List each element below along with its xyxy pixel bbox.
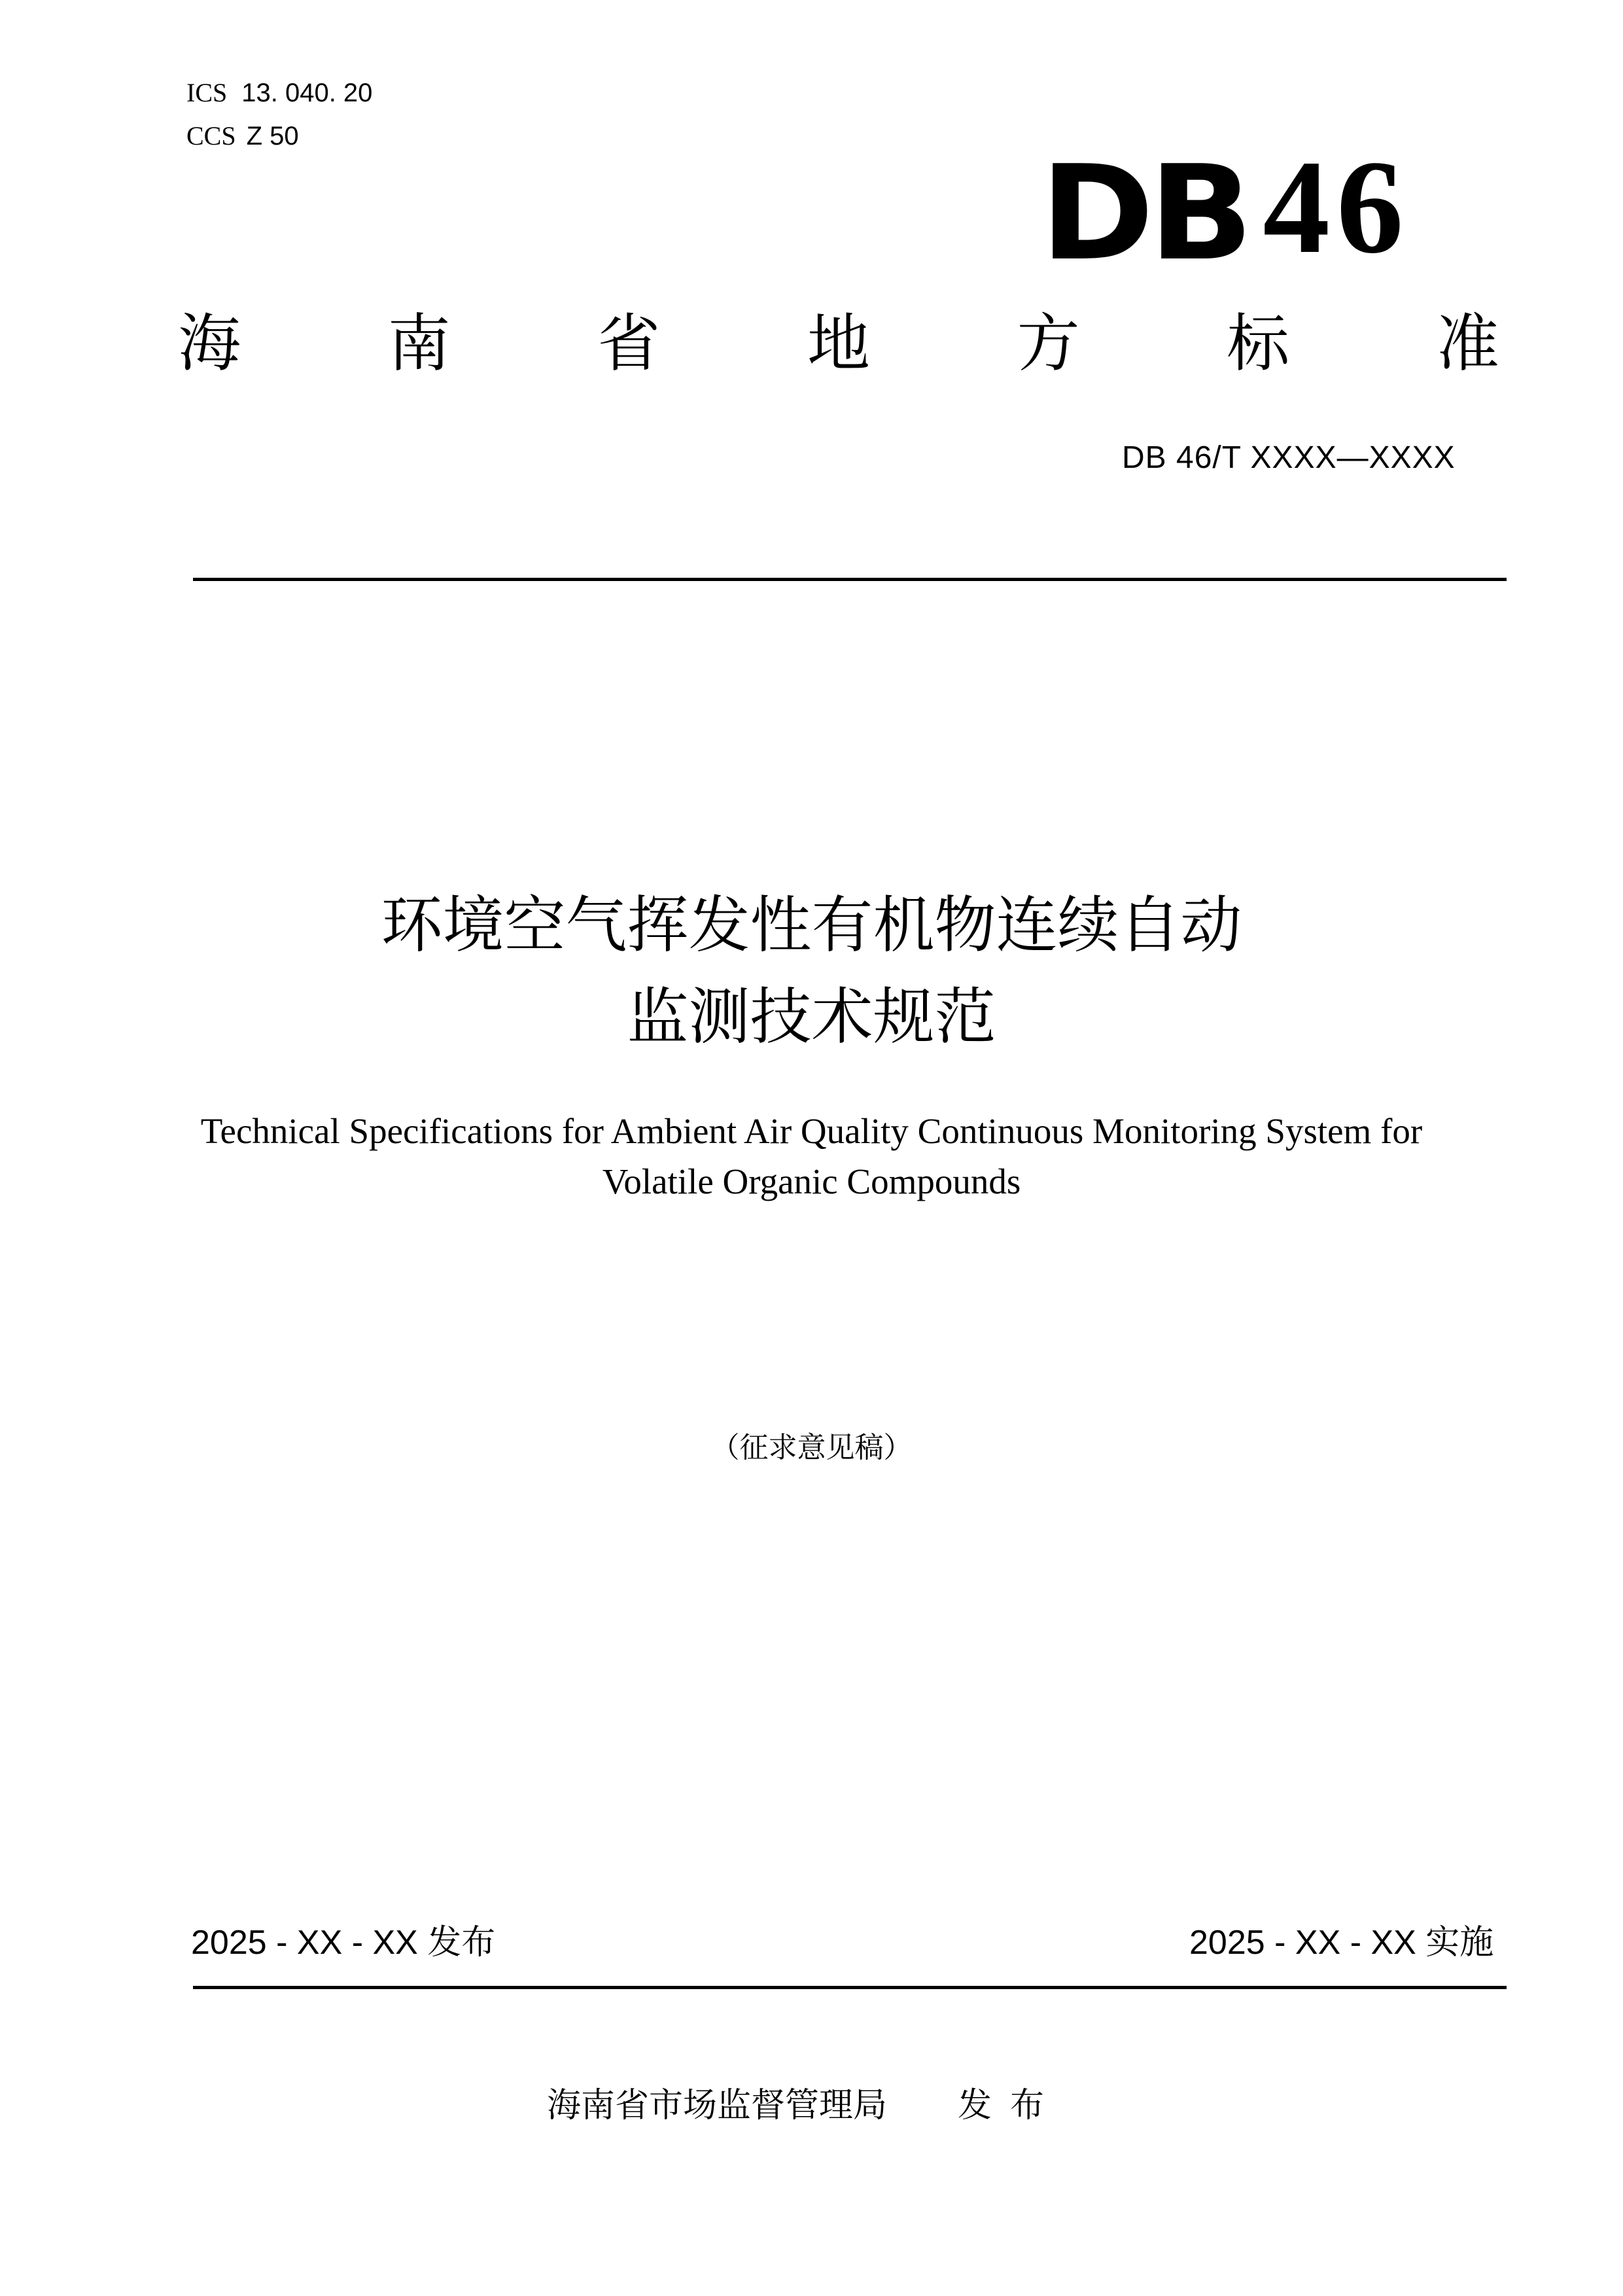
implementation-date-label: 实施 <box>1425 1923 1494 1962</box>
standard-type-char: 省 <box>597 307 661 380</box>
english-title-line-2: Volatile Organic Compounds <box>602 1161 1021 1201</box>
implementation-date-value: 2025 - XX - XX <box>1189 1924 1416 1962</box>
english-title <box>0 1106 1623 1207</box>
standard-type-char: 准 <box>1436 307 1499 380</box>
chinese-title <box>0 880 1623 1063</box>
standard-type-char: 地 <box>807 307 870 380</box>
publisher-organization: 海南省市场监督管理局 <box>547 2086 888 2125</box>
db46-logo <box>1040 133 1410 290</box>
implementation-date <box>1189 1922 1493 1963</box>
standard-type-char: 标 <box>1227 307 1290 380</box>
header-divider <box>193 578 1507 581</box>
standard-type-char: 海 <box>178 307 241 380</box>
chinese-title-line-2: 监测技术规范 <box>627 981 996 1053</box>
logo-province-code: 46 <box>1263 133 1410 281</box>
standard-type-char: 南 <box>387 307 451 380</box>
publisher-line <box>547 2084 1062 2127</box>
english-title-line-1: Technical Specifications for Ambient Air Quality Continuous Monitoring System for <box>200 1111 1423 1151</box>
logo-db-prefix: DB <box>1040 137 1248 290</box>
standard-type-heading <box>178 308 1499 380</box>
footer-divider <box>193 1986 1507 1989</box>
ics-code: 13. 040. 20 <box>241 79 373 107</box>
draft-status-label: （征求意见稿） <box>710 1431 913 1464</box>
publisher-action: 发布 <box>958 2086 1063 2125</box>
chinese-title-line-1: 环境空气挥发性有机物连续自动 <box>381 890 1242 961</box>
ics-classification <box>186 77 372 109</box>
issue-date-label: 发布 <box>427 1923 496 1962</box>
ccs-label: CCS <box>186 121 236 150</box>
ccs-code: Z 50 <box>246 122 299 150</box>
issue-date <box>191 1922 495 1963</box>
standard-type-char: 方 <box>1017 307 1080 380</box>
ics-label: ICS <box>186 78 228 107</box>
ccs-classification <box>186 120 299 152</box>
issue-date-value: 2025 - XX - XX <box>191 1924 418 1962</box>
standard-number: DB 46/T XXXX—XXXX <box>1122 440 1456 475</box>
